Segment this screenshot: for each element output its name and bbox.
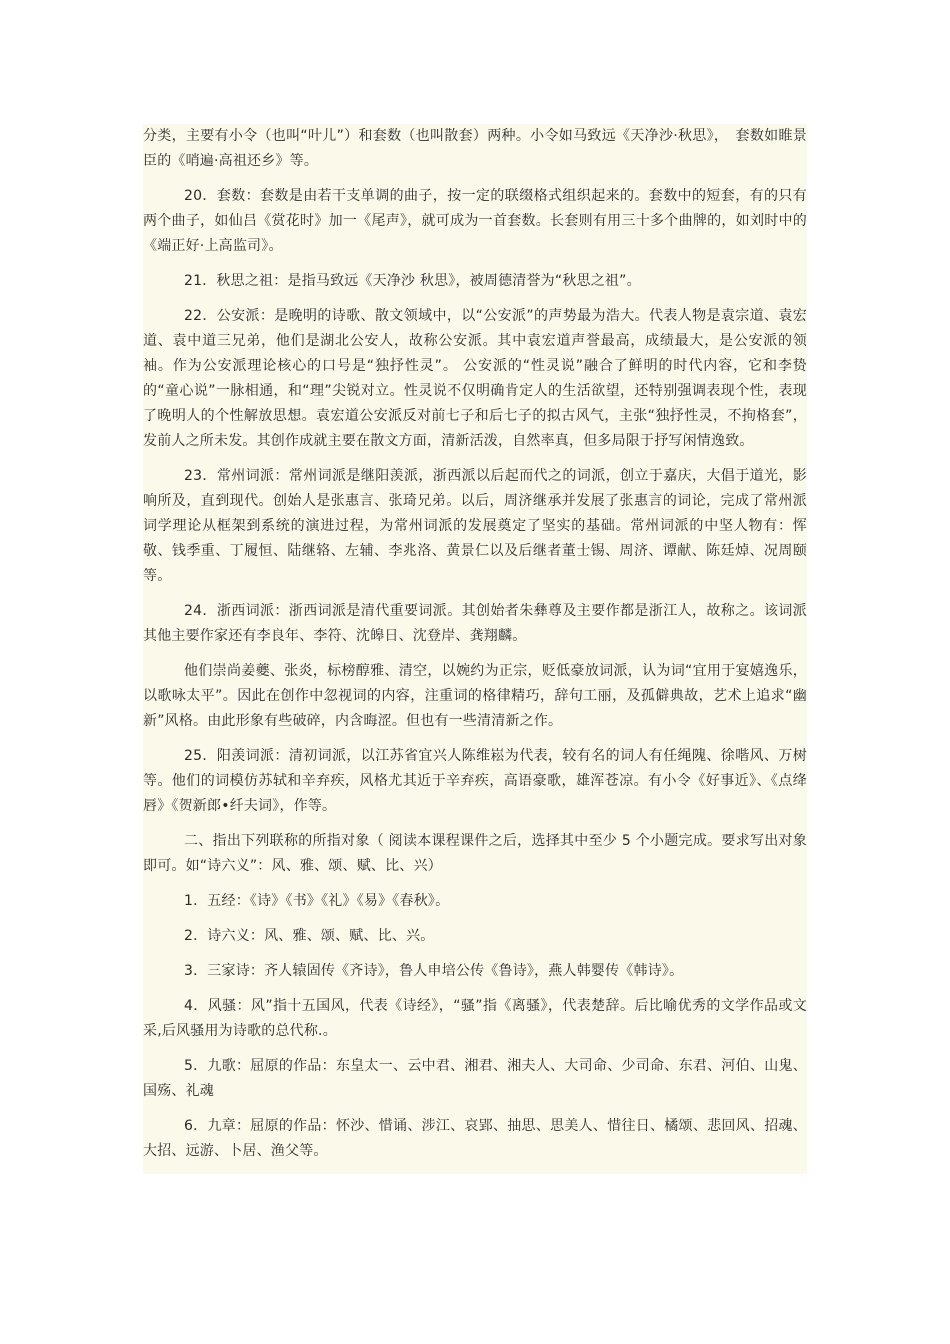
paragraph-item-21: 21．秋思之祖：是指马致远《天净沙 秋思》，被周德清誉为“秋思之祖”。 — [184, 273, 641, 289]
document-body — [143, 124, 807, 1174]
paragraph-item-25: 25．阳羡词派：清初词派，以江苏省宜兴人陈维崧为代表，较有名的词人有任绳隗、徐喈风、万树等。他们的词模仿苏轼和辛弃疾，风格尤其近于辛弃疾，高语豪歌，雄浑苍凉。有小令《好事近》、《点绛唇》《贺新郎•纤夫词》，作等。 — [143, 748, 807, 814]
paragraph-continuation: 分类，主要有小令（也叫“叶儿”）和套数（也叫散套）两种。小令如马致远《天净沙·秋思》， 套数如睢景臣的《哨遍·高祖还乡》等。 — [143, 128, 807, 169]
paragraph-item-23: 23．常州词派：常州词派是继阳羡派，浙西派以后起而代之的词派，创立于嘉庆，大倡于道光，影响所及，直到现代。创始人是张惠言、张琦兄弟。以后，周济继承并发展了张惠言的词论，完成了常州派词学理论从框架到系统的演进过程，为常州词派的发展奠定了坚实的基础。常州词派的中坚人物有：恽敬、钱季重、丁履恒、陆继辂、左辅、李兆洛、黄景仁以及后继者董士锡、周济、谭献、陈廷焯、况周颐等。 — [143, 468, 807, 584]
list-item-2: 2．诗六义：风、雅、颂、赋、比、兴。 — [184, 928, 435, 944]
section-heading-two: 二、指出下列联称的所指对象（ 阅读本课程课件之后，选择其中至少 5 个小题完成。要求写出对象即可。如“诗六义”：风、雅、颂、赋、比、兴） — [143, 833, 807, 874]
paragraph-item-24-continued: 他们崇尚姜夔、张炎，标榜醇雅、清空，以婉约为正宗，贬低豪放词派，认为词“宜用于宴嬉逸乐，以歌咏太平”。因此在创作中忽视词的内容，注重词的格律精巧，辞句工丽，及孤僻典故，艺术上追求“幽新”风格。由此形象有些破碎，内含晦涩。但也有一些清清新之作。 — [143, 663, 807, 729]
list-item-6: 6．九章：屈原的作品：怀沙、惜诵、涉江、哀郢、抽思、思美人、惜往日、橘颂、悲回风、招魂、大招、远游、卜居、渔父等。 — [143, 1118, 807, 1159]
list-item-1: 1．五经：《诗》《书》《礼》《易》《春秋》。 — [184, 893, 450, 909]
list-item-4: 4．风骚：风”指十五国风，代表《诗经》，“骚”指《离骚》，代表楚辞。后比喻优秀的文学作品或文采,后风骚用为诗歌的总代称.。 — [143, 998, 807, 1039]
list-item-3: 3．三家诗：齐人辕固传《齐诗》，鲁人申培公传《鲁诗》，燕人韩婴传《韩诗》。 — [184, 963, 684, 979]
paragraph-item-24: 24．浙西词派：浙西词派是清代重要词派。其创始者朱彝尊及主要作都是浙江人，故称之。该词派其他主要作家还有李良年、李符、沈皞日、沈登岸、龚翔麟。 — [143, 603, 807, 644]
paragraph-item-20: 20．套数：套数是由若干支单调的曲子，按一定的联缀格式组织起来的。套数中的短套，有的只有两个曲子，如仙吕《赏花时》加一《尾声》，就可成为一首套数。长套则有用三十多个曲牌的，如刘时中的《端正好·上高监司》。 — [143, 188, 807, 254]
paragraph-item-22: 22．公安派：是晚明的诗歌、散文领域中，以“公安派”的声势最为浩大。代表人物是袁宗道、袁宏道、袁中道三兄弟，他们是湖北公安人，故称公安派。其中袁宏道声誉最高，成绩最大，是公安派的领袖。作为公安派理论核心的口号是“独抒性灵”。 公安派的“性灵说”融合了鲜明的时代内容，它和李贽的“童心说”一脉相通，和“理”尖锐对立。性灵说不仅明确肯定人的生活欲望，还特别强调表现个性，表现了晚明人的个性解放思想。袁宏道公安派反对前七子和后七子的拟古风气，主张“独抒性灵，不拘格套”，发前人之所未发。其创作成就主要在散文方面，清新活泼，自然率真，但多局限于抒写闲情逸致。 — [143, 308, 807, 449]
list-item-5: 5．九歌：屈原的作品：东皇太一、云中君、湘君、湘夫人、大司命、少司命、东君、河伯、山鬼、国殇、礼魂 — [143, 1058, 807, 1099]
